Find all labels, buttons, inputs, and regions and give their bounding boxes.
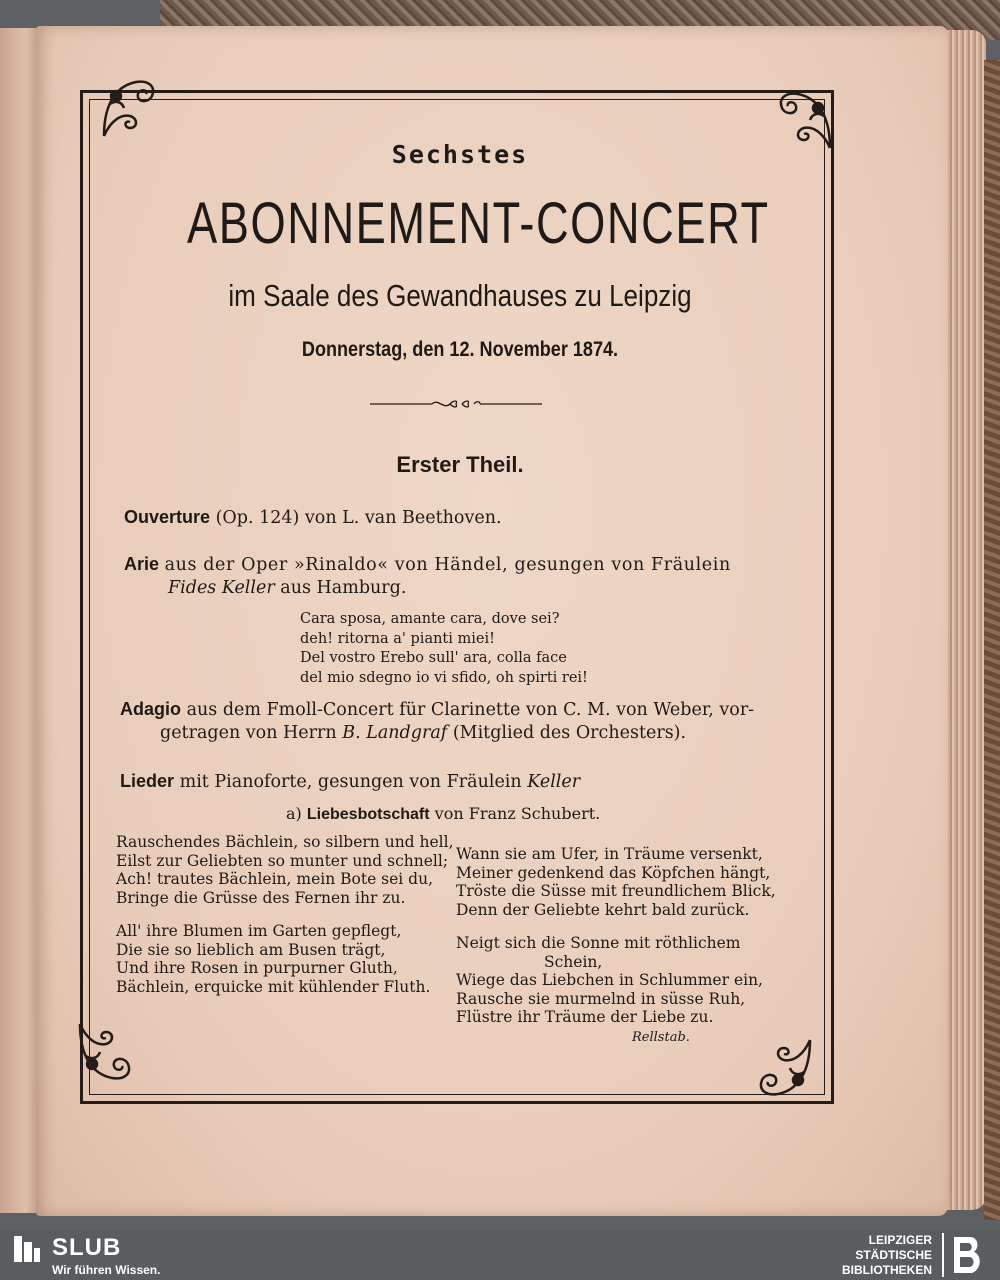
item-label: Adagio [120,699,181,719]
poem-right-column [456,845,776,1042]
corner-ornament-icon [72,1016,142,1086]
poem-line: Die sie so lieblich am Busen trägt, [116,940,386,959]
slub-tagline: Wir führen Wissen. [52,1263,161,1277]
partner-line: STÄDTISCHE [855,1248,932,1262]
poem-stanza [456,934,776,1027]
poem-line: Meiner gedenkend das Köpfchen hängt, [456,863,771,882]
aria-lyrics [300,610,588,688]
concert-date: Donnerstag, den 12. November 1874. [301,338,619,361]
item-text: (Op. 124) von L. van Beethoven. [215,508,502,528]
sub-marker: a) [286,804,302,823]
right-cover [984,60,1000,1220]
partner-line: LEIPZIGER [868,1233,932,1247]
poem-line: Flüstre ihr Träume der Liebe zu. [456,1008,714,1026]
ornamental-divider-icon [370,398,542,410]
poem-line: Bringe die Grüsse des Fernen ihr zu. [116,888,406,907]
lyric-line: Cara sposa, amante cara, dove sei? [300,611,560,627]
program-item-ouverture [124,506,502,530]
venue-line: im Saale des Gewandhauses zu Leipzig [228,278,692,313]
poem-line: Neigt sich die Sonne mit röthlichem [456,934,741,952]
poem-stanza [116,833,454,907]
item-text: mit Pianoforte, gesungen von Fräulein [179,772,522,792]
program-item-lieder [120,770,580,794]
poem-line: Wann sie am Ufer, in Träume versenkt, [456,845,763,863]
item-text: getragen von Herrn [160,723,337,743]
item-label: Ouverture [124,507,211,527]
poem-line: Rauschendes Bächlein, so silbern und hell, [116,833,454,851]
poem-line: Und ihre Rosen in purpurner Gluth, [116,959,398,977]
performer-name: B. Landgraf [342,723,448,743]
poem-line: All' ihre Blumen im Garten gepflegt, [116,922,402,940]
concert-title: ABONNEMENT-CONCERT [187,191,770,256]
poem-line: Ach! trautes Bächlein, mein Bote sei du, [116,870,434,888]
poem-stanza [456,845,776,919]
item-text: (Mitglied des Orchesters). [452,723,687,743]
lyric-line: deh! ritorna a' pianti miei! [300,630,495,647]
program-item-arie [124,553,731,600]
poem-line: Rausche sie murmelnd in süsse Ruh, [456,989,746,1008]
poem-line: Eilst zur Geliebten so munter und schnell; [116,851,449,870]
lyric-line: Del vostro Erebo sull' ara, colla face [300,650,567,666]
section-heading: Erster Theil. [396,452,524,477]
library-logo-icon [942,1233,988,1277]
footer-bar [0,1230,1000,1280]
song-composer: von Franz Schubert. [434,804,601,823]
poem-author: Rellstab. [632,1030,690,1045]
partner-line: BIBLIOTHEKEN [842,1263,932,1277]
item-text: aus Hamburg. [280,578,407,598]
corner-ornament-icon [768,86,838,156]
song-subheading [286,804,600,824]
slub-logo-icon [14,1236,40,1262]
song-title: Liebesbotschaft [306,806,430,823]
slub-brand[interactable]: SLUB [52,1234,122,1261]
item-label: Arie [124,554,160,574]
singer-name: Fides Keller [168,578,275,598]
corner-ornament-icon [96,74,166,144]
poem-line: Schein, [544,952,603,971]
poem-line: Bächlein, erquicke mit kühlender Fluth. [116,977,431,996]
ordinal-heading: Sechstes [391,140,529,169]
corner-ornament-icon [748,1032,818,1102]
program-item-adagio [120,698,754,745]
partner-name[interactable] [842,1233,932,1278]
poem-line: Denn der Geliebte kehrt bald zurück. [456,900,750,919]
item-label: Lieder [120,771,175,791]
singer-name: Keller [527,772,581,792]
item-text: aus dem Fmoll-Concert für Clarinette von C. M. von Weber, vor- [186,700,755,720]
lyric-line: del mio sdegno io vi sfido, oh spirti rei! [300,669,588,686]
poem-stanza [116,922,454,996]
poem-left-column [116,833,454,1011]
item-text: aus der Oper »Rinaldo« von Händel, gesungen von Fräulein [164,555,731,575]
poem-line: Tröste die Süsse mit freundlichem Blick, [456,882,776,900]
poem-line: Wiege das Liebchen in Schlummer ein, [456,971,763,989]
